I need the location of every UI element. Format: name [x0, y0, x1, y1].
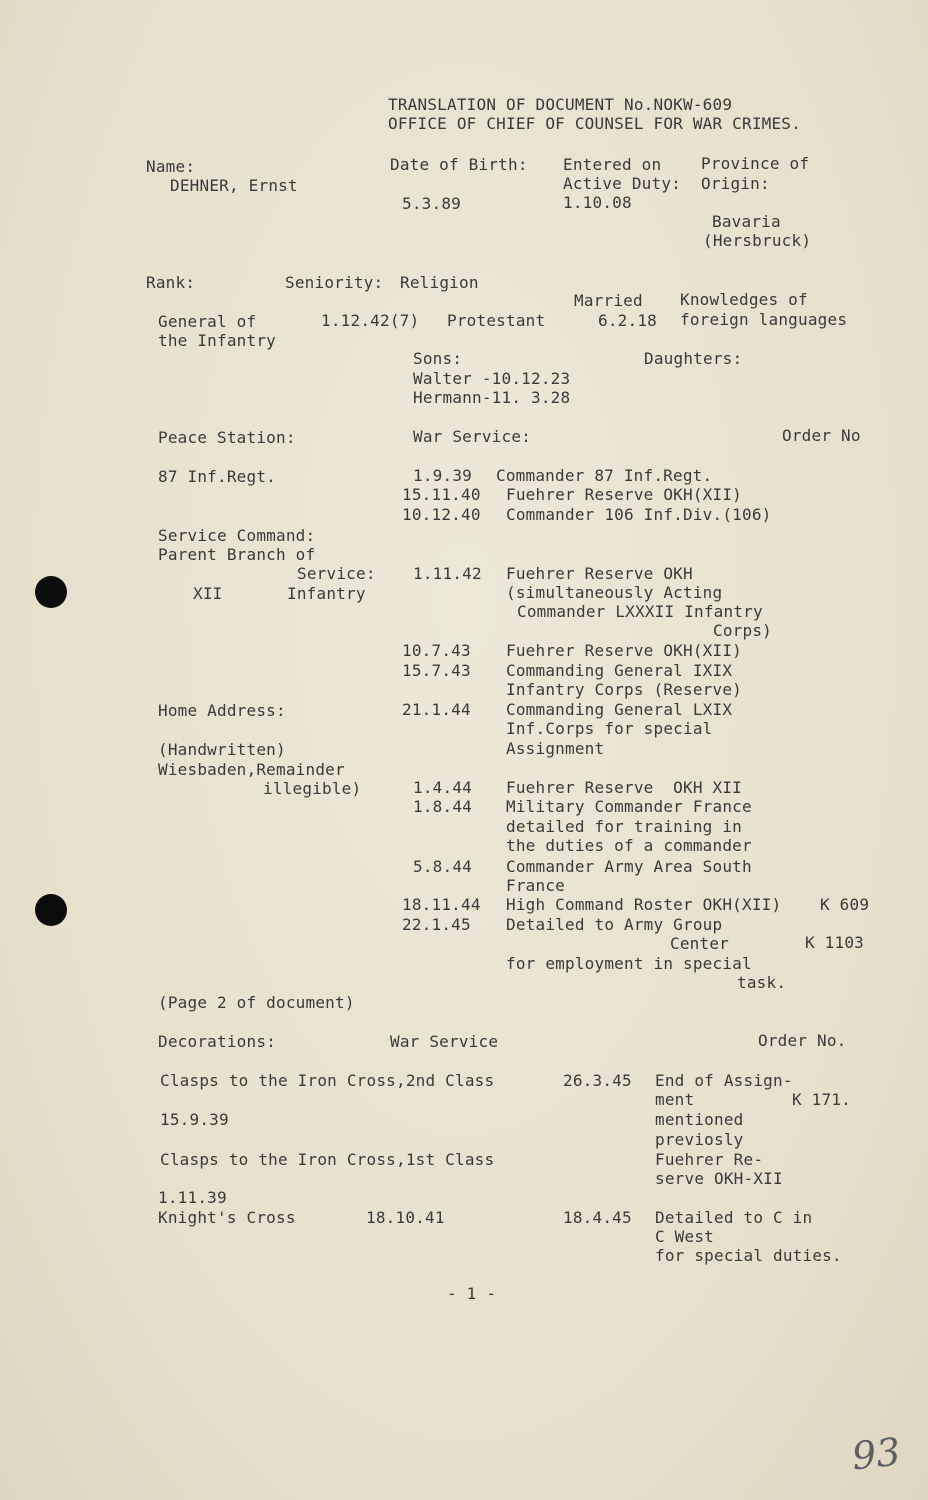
war-service-date: 1.11.42 [413, 564, 482, 583]
war-service-text: High Command Roster OKH(XII) [506, 895, 782, 914]
war-service-date: 1.9.39 [413, 466, 472, 485]
war-service-text: Military Commander France [506, 797, 752, 816]
home-address-label: Home Address: [158, 701, 286, 720]
son-1: Walter -10.12.23 [413, 369, 571, 388]
entered-value: 1.10.08 [563, 193, 632, 212]
son-2: Hermann-11. 3.28 [413, 388, 571, 407]
married-label: Married [574, 291, 643, 310]
daughters-label: Daughters: [644, 349, 743, 368]
war-service-date: 15.11.40 [402, 485, 481, 504]
handwritten-page-mark: 93 [849, 1429, 903, 1479]
decoration-iron-cross-2-date: 15.9.39 [160, 1110, 229, 1129]
page-2-service-date: 18.4.45 [563, 1208, 632, 1227]
service-command-value: XII [193, 584, 223, 603]
war-service-text: Fuehrer Reserve OKH(XII) [506, 485, 742, 504]
province-value-2: (Hersbruck) [703, 231, 812, 250]
decoration-knights-cross-date: 18.10.41 [366, 1208, 445, 1227]
rank-label: Rank: [146, 273, 196, 292]
peace-station-value: 87 Inf.Regt. [158, 467, 276, 486]
page-2-order-no-label: Order No. [758, 1031, 847, 1050]
war-service-date: 18.11.44 [402, 895, 481, 914]
war-service-text: the duties of a commander [506, 836, 752, 855]
decoration-iron-cross-2: Clasps to the Iron Cross,2nd Class [160, 1071, 495, 1090]
header-line-2: OFFICE OF CHIEF OF COUNSEL FOR WAR CRIMES. [388, 114, 801, 133]
war-service-date: 5.8.44 [413, 857, 472, 876]
name-label: Name: [146, 157, 196, 176]
service-command-label: Service Command: [158, 526, 316, 545]
married-value: 6.2.18 [598, 311, 657, 330]
war-service-text: Infantry Corps (Reserve) [506, 680, 742, 699]
war-service-label: War Service: [413, 427, 531, 446]
punch-hole [35, 894, 67, 926]
war-service-text: Center [670, 934, 729, 953]
war-service-text: Fuehrer Reserve OKH(XII) [506, 641, 742, 660]
war-service-text: task. [737, 973, 787, 992]
war-service-date: 10.7.43 [402, 641, 471, 660]
page-2-service-text: for special duties. [655, 1246, 842, 1265]
service-label: Service: [297, 564, 376, 583]
war-service-text: Commanding General IXIX [506, 661, 733, 680]
rank-value-1: General of [158, 312, 257, 331]
religion-value: Protestant [447, 311, 546, 330]
home-address-line-1: (Handwritten) [158, 740, 286, 759]
name-value: DEHNER, Ernst [170, 176, 298, 195]
war-service-text: Commander 106 Inf.Div.(106) [506, 505, 772, 524]
war-service-text: Commander LXXXII Infantry [517, 602, 763, 621]
rank-value-2: the Infantry [158, 331, 276, 350]
war-service-text: Detailed to Army Group [506, 915, 723, 934]
war-service-text: detailed for training in [506, 817, 742, 836]
entered-label-2: Active Duty: [563, 174, 681, 193]
war-service-text: Corps) [713, 621, 772, 640]
war-service-text: (simultaneously Acting [506, 583, 723, 602]
header-line-1: TRANSLATION OF DOCUMENT No.NOKW-609 [388, 95, 733, 114]
war-service-text: Commander Army Area South [506, 857, 752, 876]
war-service-text: Assignment [506, 739, 605, 758]
war-service-text: Commanding General LXIX [506, 700, 733, 719]
knowledge-value: foreign languages [680, 310, 848, 329]
seniority-value: 1.12.42(7) [321, 311, 420, 330]
war-service-date: 21.1.44 [402, 700, 471, 719]
war-service-date: 15.7.43 [402, 661, 471, 680]
branch-value: Infantry [287, 584, 366, 603]
peace-station-label: Peace Station: [158, 428, 296, 447]
war-service-text: France [506, 876, 565, 895]
war-service-text: Inf.Corps for special [506, 719, 713, 738]
page-2-service-text: C West [655, 1227, 714, 1246]
decoration-iron-cross-1-date: 1.11.39 [158, 1188, 227, 1207]
decorations-label: Decorations: [158, 1032, 276, 1051]
page-2-war-service-label: War Service [390, 1032, 499, 1051]
war-service-date: 10.12.40 [402, 505, 481, 524]
dob-value: 5.3.89 [402, 194, 461, 213]
page-2-service-text: ment [655, 1090, 695, 1109]
order-no-label: Order No [782, 426, 861, 445]
page-2-order-number: K 171. [792, 1090, 851, 1109]
war-service-date: 1.4.44 [413, 778, 472, 797]
decoration-iron-cross-1: Clasps to the Iron Cross,1st Class [160, 1150, 495, 1169]
home-address-line-2: Wiesbaden,Remainder [158, 760, 345, 779]
religion-label: Religion [400, 273, 479, 292]
page-2-service-date: 26.3.45 [563, 1071, 632, 1090]
war-service-date: 22.1.45 [402, 915, 471, 934]
seniority-label: Seniority: [285, 273, 384, 292]
province-label-2: Origin: [701, 174, 770, 193]
page-2-service-text: mentioned [655, 1110, 744, 1129]
war-service-text: Commander 87 Inf.Regt. [496, 466, 713, 485]
decoration-knights-cross: Knight's Cross [158, 1208, 296, 1227]
page-2-service-text: Fuehrer Re- [655, 1150, 764, 1169]
entered-label-1: Entered on [563, 155, 662, 174]
war-service-date: 1.8.44 [413, 797, 472, 816]
province-value-1: Bavaria [712, 212, 781, 231]
war-service-text: Fuehrer Reserve OKH XII [506, 778, 742, 797]
page-2-service-text: Detailed to C in [655, 1208, 813, 1227]
punch-hole [35, 576, 67, 608]
sons-label: Sons: [413, 349, 463, 368]
dob-label: Date of Birth: [390, 155, 528, 174]
page-2-note: (Page 2 of document) [158, 993, 355, 1012]
knowledge-label: Knowledges of [680, 290, 808, 309]
war-service-text: Fuehrer Reserve OKH [506, 564, 693, 583]
war-service-text: for employment in special [506, 954, 752, 973]
order-number: K 1103 [805, 933, 864, 952]
home-address-line-3: illegible) [263, 779, 362, 798]
parent-branch-label: Parent Branch of [158, 545, 316, 564]
page-2-service-text: End of Assign- [655, 1071, 793, 1090]
page-2-service-text: serve OKH-XII [655, 1169, 783, 1188]
order-number: K 609 [820, 895, 870, 914]
page-number: - 1 - [447, 1284, 497, 1303]
province-label-1: Province of [701, 154, 810, 173]
page-2-service-text: previosly [655, 1130, 744, 1149]
